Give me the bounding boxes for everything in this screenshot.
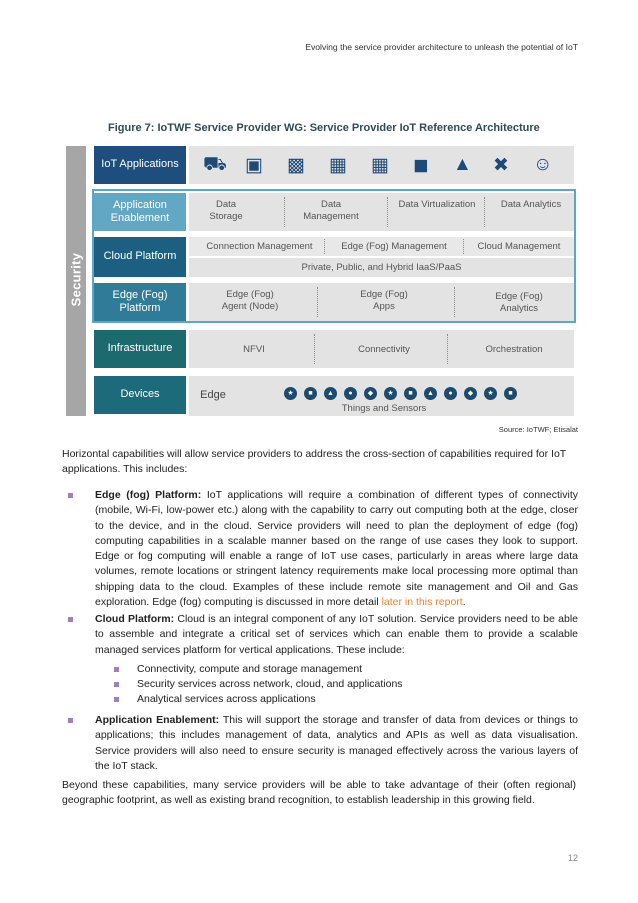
security-label: Security bbox=[68, 252, 84, 307]
doctor-icon: ☺ bbox=[533, 154, 553, 175]
cell-edge-agent: Edge (Fog) Agent (Node) bbox=[221, 289, 279, 312]
cell-cloud-iaas: Private, Public, and Hybrid IaaS/PaaS bbox=[301, 262, 462, 273]
figure-title: Figure 7: IoTWF Service Provider WG: Service Provider IoT Reference Architecture bbox=[108, 122, 540, 134]
sub-bullet-2: Security services across network, cloud, and applications bbox=[114, 677, 514, 692]
power-tower-icon: ▲ bbox=[453, 154, 472, 175]
bullet-edge-platform: Edge (fog) Platform: IoT applications will require a combination of different types of connectivity (mobile, Wi-Fi, low-power etc.) along with the capability to carry out computing both at the edge, closer to the device, and in the cloud. Service providers will need to plan the deployment of edge (fog) computing capabilities in a scalable manner based on the range of use cases they look to support. Edge or fog computing will enable a range of IoT use cases, particularly in areas where large data volumes, remote locations or stringent latency requirements make local processing more optimal than shipping data to the cloud. Examples of these include remote site management and Oil and Gas exploration. Edge (fog) computing is discussed in more detail later in this report. bbox=[68, 488, 578, 610]
device-10-icon: ◆ bbox=[464, 387, 477, 400]
bullet-title: Edge (fog) Platform: bbox=[95, 489, 202, 501]
layer-iot-applications: IoT Applications bbox=[94, 146, 186, 184]
things-sensors-caption: Things and Sensors bbox=[341, 403, 427, 414]
shopping-bag-icon: ◼ bbox=[413, 155, 429, 176]
bullet-text: This will support the storage and transfer of data from devices or things to applications; this includes management of data, analytics and APIs as well as data visualisation. Service providers will also need to ensure security is managed effectively across the various layers of the IoT stack. bbox=[95, 714, 579, 772]
devices-edge-label: Edge bbox=[200, 389, 226, 401]
device-7-icon: ■ bbox=[404, 387, 417, 400]
device-6-icon: ★ bbox=[384, 387, 397, 400]
bullet-title: Cloud Platform: bbox=[95, 613, 175, 625]
device-9-icon: ● bbox=[444, 387, 457, 400]
bullet-marker bbox=[68, 617, 73, 622]
cell-data-analytics: Data Analytics bbox=[500, 199, 562, 210]
intro-paragraph: Horizontal capabilities will allow service providers to address the cross-section of capabilities required for IoT applications. This includes: bbox=[62, 448, 567, 475]
figure-source: Source: IoTWF; Etisalat bbox=[498, 425, 578, 434]
bullet-text: Cloud is an integral component of any IoT solution. Service providers need to be able to assemble and integrate a critical set of services which can enable them to provide a scalable managed services platform for vertical applications. These include: bbox=[95, 613, 578, 656]
device-3-icon: ▲ bbox=[324, 387, 337, 400]
cell-connectivity: Connectivity bbox=[358, 344, 410, 355]
sub-bullet-1: Connectivity, compute and storage management bbox=[114, 662, 514, 677]
cell-edge-management: Edge (Fog) Management bbox=[341, 241, 447, 252]
layer-application-enablement: Application Enablement bbox=[94, 193, 186, 231]
infrastructure-row bbox=[189, 330, 574, 368]
layer-infrastructure: Infrastructure bbox=[94, 330, 186, 368]
device-1-icon: ★ bbox=[284, 387, 297, 400]
iot-apps-row bbox=[189, 146, 574, 184]
bullet-application-enablement bbox=[68, 713, 578, 774]
closing-paragraph: Beyond these capabilities, many service providers will be able to take advantage of their (often regional) geographic footprint, as well as existing brand recognition, to establish leadership in this growing field. bbox=[62, 779, 576, 806]
cell-connection-management: Connection Management bbox=[206, 241, 313, 252]
car-icon: ⛟ bbox=[203, 154, 227, 175]
device-11-icon: ★ bbox=[484, 387, 497, 400]
cell-nfvi: NFVI bbox=[243, 344, 265, 355]
cell-data-management: Data Management bbox=[303, 199, 359, 222]
layer-edge-platform: Edge (Fog) Platform bbox=[94, 283, 186, 321]
page-header: Evolving the service provider architecture to unleash the potential of IoT bbox=[305, 42, 578, 52]
bullet-cloud-platform bbox=[68, 612, 578, 658]
building-icon: ▦ bbox=[371, 155, 389, 176]
highlight-box bbox=[92, 189, 576, 323]
cell-orchestration: Orchestration bbox=[485, 344, 543, 355]
device-4-icon: ● bbox=[344, 387, 357, 400]
city-icon: ▩ bbox=[287, 155, 305, 176]
factory-icon: ▦ bbox=[329, 155, 347, 176]
cell-data-storage: Data Storage bbox=[209, 199, 243, 222]
page-number: 12 bbox=[567, 853, 578, 863]
cell-cloud-management: Cloud Management bbox=[477, 241, 561, 252]
cell-data-virtualization: Data Virtualization bbox=[398, 199, 476, 210]
tools-icon: ✖ bbox=[493, 155, 509, 176]
bullet-title: Application Enablement: bbox=[95, 714, 220, 726]
bullet-marker bbox=[68, 493, 73, 498]
device-8-icon: ▲ bbox=[424, 387, 437, 400]
device-12-icon: ■ bbox=[504, 387, 517, 400]
cell-edge-apps: Edge (Fog) Apps bbox=[360, 289, 408, 312]
architecture-diagram bbox=[66, 146, 574, 416]
security-bar bbox=[66, 146, 86, 416]
bus-icon: ▣ bbox=[245, 155, 263, 176]
cell-edge-analytics: Edge (Fog) Analytics bbox=[495, 291, 543, 314]
sub-bullet-3: Analytical services across applications bbox=[114, 692, 514, 707]
device-2-icon: ■ bbox=[304, 387, 317, 400]
device-5-icon: ◆ bbox=[364, 387, 377, 400]
bullet-marker bbox=[68, 718, 73, 723]
bullet-text: IoT applications will require a combination of different types of connectivity (mobile, Wi-Fi, low-power etc.) along with the capability to carry out computing both at the edge, closer to the device, and in the cloud. Service providers will need to plan the deployment of edge (fog) computing capabilities in a scalable manner based on the range of use cases they look to support. Edge or fog computing will enable a range of IoT use cases, particularly in areas where large data volumes, remote locations or stringent latency requirements make local processing more optimal than shipping data to the cloud. Examples of these include remote site management and Oil and Gas exploration. Edge (fog) computing is discussed in more detail bbox=[95, 489, 578, 609]
layer-cloud-platform: Cloud Platform bbox=[94, 237, 186, 277]
layer-devices: Devices bbox=[94, 376, 186, 414]
later-report-link[interactable]: later in this report bbox=[381, 596, 463, 609]
